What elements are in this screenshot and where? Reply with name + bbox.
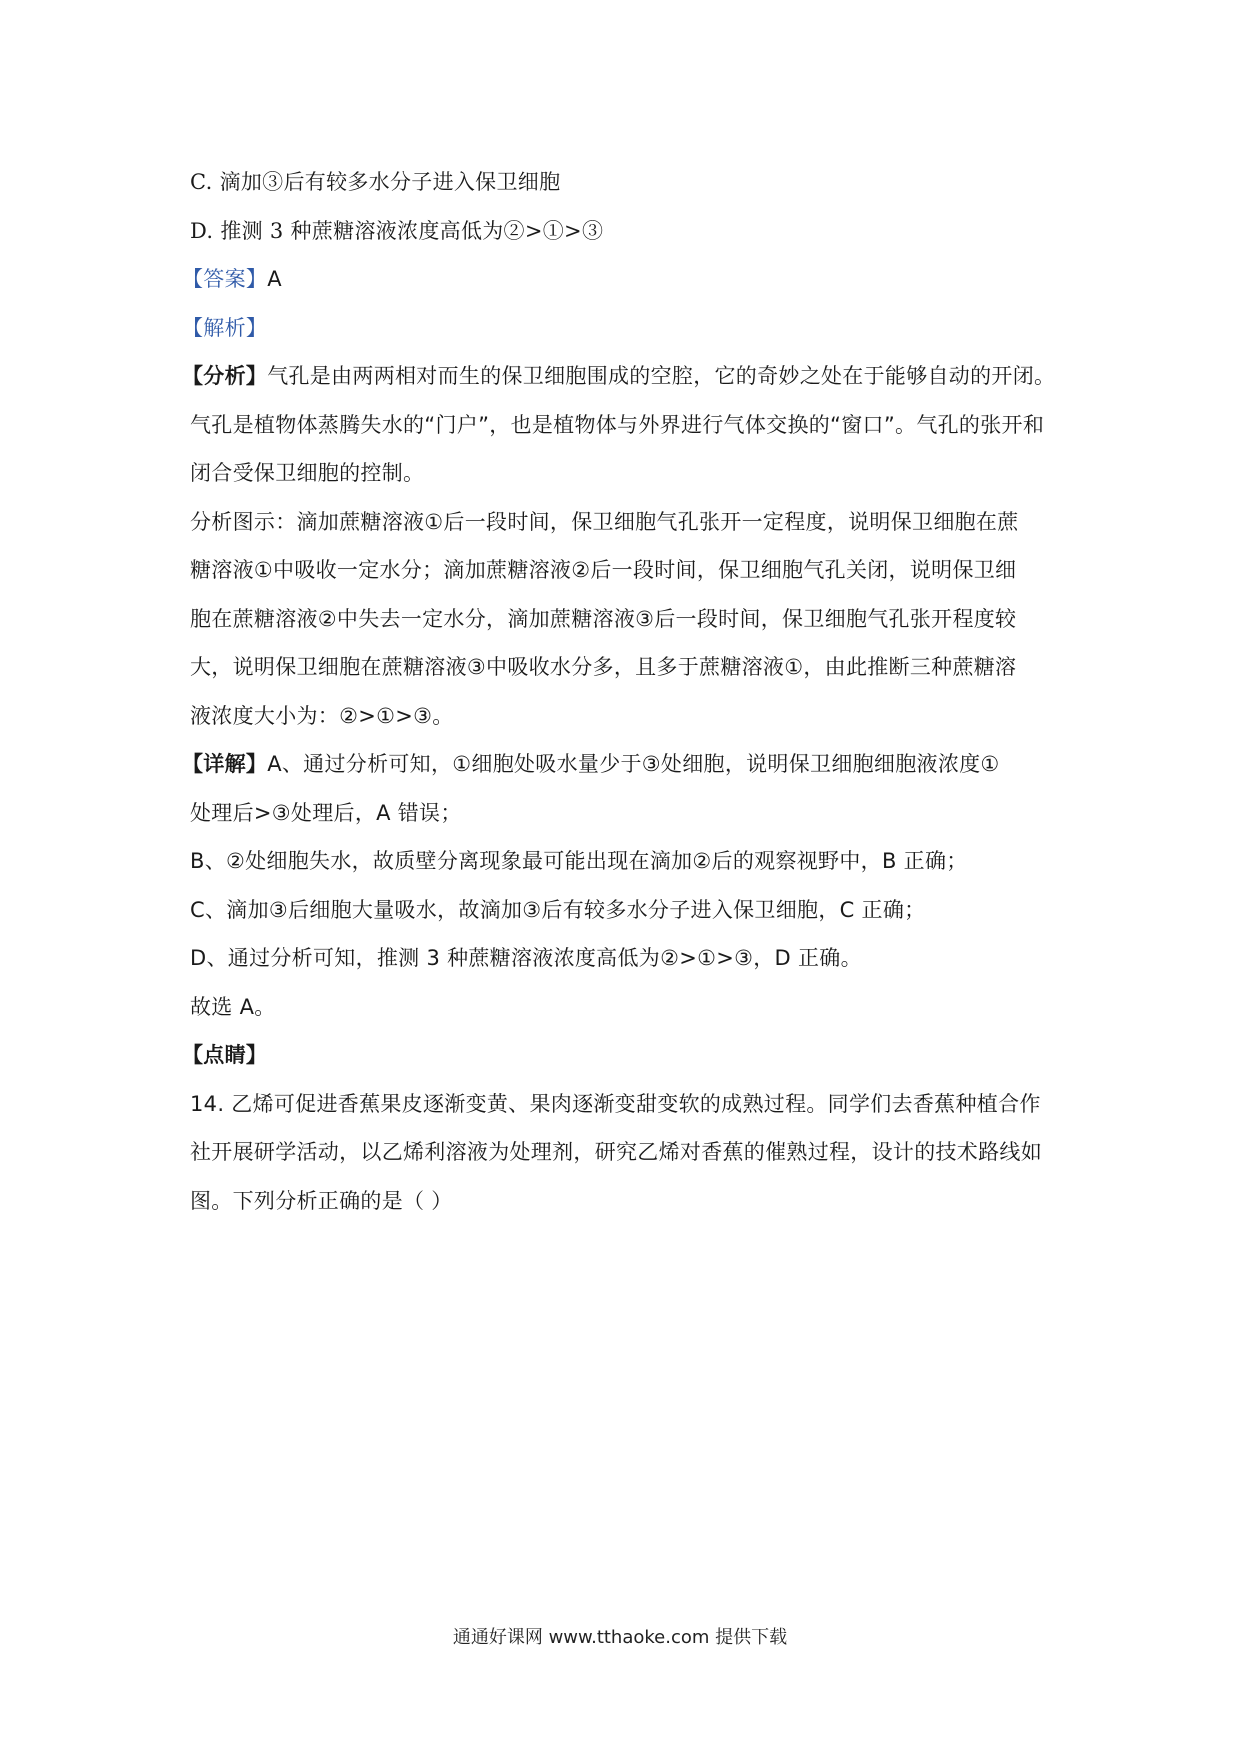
page-footer: 通通好课网 www.tthaoke.com 提供下载 [452,1627,788,1648]
detail-line-4: C、滴加③后细胞大量吸水，故滴加③后有较多水分子进入保卫细胞，C 正确； [190,897,926,922]
question-14-line-3: 图。下列分析正确的是（ ） [190,1188,453,1213]
figure-analysis-line-1: 分析图示：滴加蔗糖溶液①后一段时间，保卫细胞气孔张开一定程度，说明保卫细胞在蔗 [190,509,1019,534]
document-body [182,158,1070,1225]
detail-line-3: B、②处细胞失水，故质壁分离现象最可能出现在滴加②后的观察视野中，B 正确； [190,849,968,873]
detail-tag: 【详解】 [182,752,268,776]
analysis-tag: 【解析】 [182,315,268,340]
fenxi-line-2: 气孔是植物体蒸腾失水的“门户”，也是植物体与外界进行气体交换的“窗口”。气孔的张开和 [190,412,1045,437]
figure-analysis-line-3: 胞在蔗糖溶液②中失去一定水分，滴加蔗糖溶液③后一段时间，保卫细胞气孔张开程度较 [190,606,1017,631]
detail-line-5: D、通过分析可知，推测 3 种蔗糖溶液浓度高低为②>①>③，D 正确。 [190,946,862,970]
detail-line-1 [182,740,1070,789]
fenxi-line-1 [182,352,1070,401]
question-14-line-1: 14. 乙烯可促进香蕉果皮逐渐变黄、果肉逐渐变甜变软的成熟过程。同学们去香蕉种植合作 [190,1091,1041,1116]
detail-line-6: 故选 A。 [190,994,276,1019]
dianjing-tag: 【点睛】 [182,1043,268,1067]
dianjing-heading [182,1031,1070,1080]
analysis-heading [182,304,1070,353]
figure-analysis-line-2: 糖溶液①中吸收一定水分；滴加蔗糖溶液②后一段时间，保卫细胞气孔关闭，说明保卫细 [190,558,1017,582]
answer-line [182,255,1070,304]
figure-analysis-line-4: 大，说明保卫细胞在蔗糖溶液③中吸收水分多，且多于蔗糖溶液①，由此推断三种蔗糖溶 [190,655,1017,679]
answer-value: A [267,267,282,291]
detail-text-1: A、通过分析可知，①细胞处吸水量少于③处细胞，说明保卫细胞细胞液浓度① [267,752,1000,776]
detail-line-2: 处理后>③处理后，A 错误； [190,800,462,825]
fenxi-text-1: 气孔是由两两相对而生的保卫细胞围成的空腔，它的奇妙之处在于能够自动的开闭。 [267,364,1056,388]
figure-analysis-line-5: 液浓度大小为：②>①>③。 [190,703,454,728]
question-14-line-2: 社开展研学活动，以乙烯利溶液为处理剂，研究乙烯对香蕉的催熟过程，设计的技术路线如 [190,1140,1042,1164]
fenxi-tag: 【分析】 [182,364,268,388]
option-d: D. 推测 3 种蔗糖溶液浓度高低为②>①>③ [190,218,604,243]
answer-tag: 【答案】 [182,267,268,291]
option-c: C. 滴加③后有较多水分子进入保卫细胞 [190,170,561,194]
fenxi-line-3: 闭合受保卫细胞的控制。 [190,461,425,485]
